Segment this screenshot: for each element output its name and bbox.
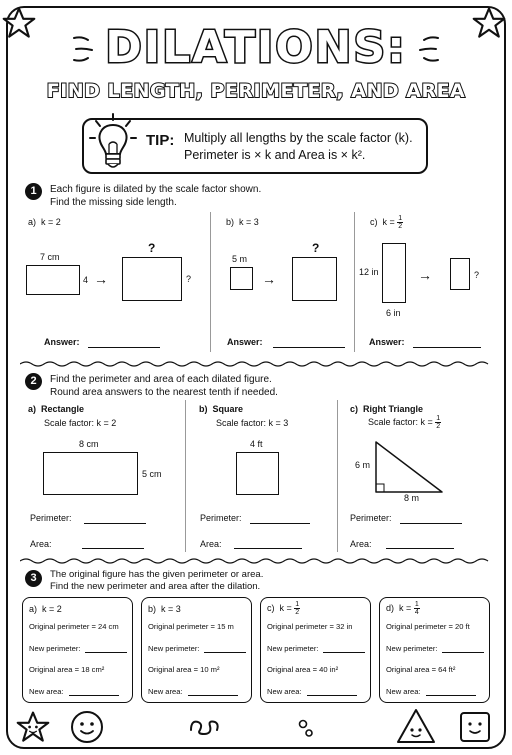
part-label: c) bbox=[370, 216, 378, 227]
perimeter-label: Perimeter: bbox=[30, 513, 72, 523]
fraction-numerator: 1 bbox=[436, 415, 441, 422]
rectangle-height-label: 5 cm bbox=[142, 469, 162, 479]
new-area-label: New area: bbox=[29, 687, 64, 696]
card-header bbox=[148, 604, 181, 614]
fraction-denominator: 2 bbox=[398, 223, 403, 230]
fraction-denominator: 2 bbox=[436, 423, 441, 430]
new-perimeter-line[interactable] bbox=[442, 652, 484, 653]
area-answer-line[interactable] bbox=[234, 548, 302, 549]
arrow-icon: → bbox=[94, 271, 108, 287]
figure-name: Right Triangle bbox=[363, 404, 424, 414]
scale-factor: k = 3 bbox=[239, 217, 259, 227]
part-label: c) bbox=[267, 602, 275, 613]
scale-factor: Scale factor: k = 3 bbox=[216, 418, 289, 428]
scale-factor: k = 3 bbox=[161, 604, 181, 614]
square-face-icon bbox=[458, 710, 492, 744]
answer-line[interactable] bbox=[88, 347, 160, 348]
section-1-instr-line: Find the missing side length. bbox=[50, 197, 177, 208]
scale-factor-prefix: Scale factor: k = bbox=[368, 416, 433, 427]
new-perimeter-label: New perimeter: bbox=[267, 644, 319, 653]
area-answer-line[interactable] bbox=[386, 548, 454, 549]
missing-width-mark: ? bbox=[148, 241, 156, 255]
original-square bbox=[230, 267, 253, 290]
answer-line[interactable] bbox=[413, 347, 481, 348]
area-label: Area: bbox=[350, 539, 372, 549]
section-3-number: 3 bbox=[25, 570, 42, 587]
tip-line-1: Multiply all lengths by the scale factor (k). bbox=[184, 131, 413, 145]
section-1-number: 1 bbox=[25, 183, 42, 200]
fraction-denominator: 2 bbox=[295, 609, 300, 616]
original-width-label: 6 in bbox=[386, 308, 401, 318]
section-divider bbox=[20, 557, 492, 565]
answer-label: Answer: bbox=[44, 337, 80, 347]
section-2-instr-line: Round area answers to the nearest tenth if needed. bbox=[50, 387, 278, 398]
triangle-height-label: 6 m bbox=[355, 460, 371, 470]
scale-factor bbox=[368, 415, 441, 430]
part-1c-header bbox=[370, 215, 403, 230]
column-divider bbox=[185, 400, 186, 552]
perimeter-label: Perimeter: bbox=[350, 513, 392, 523]
new-area-label: New area: bbox=[148, 687, 183, 696]
column-divider bbox=[337, 400, 338, 552]
new-area-label: New area: bbox=[386, 687, 421, 696]
new-perimeter-label: New perimeter: bbox=[386, 644, 438, 653]
answer-label: Answer: bbox=[227, 337, 263, 347]
original-area: Original area = 64 ft² bbox=[386, 665, 456, 674]
scale-factor-prefix: k = bbox=[399, 602, 412, 613]
section-1-instr-line: Each figure is dilated by the scale factor shown. bbox=[50, 184, 262, 195]
section-2-instructions bbox=[50, 373, 278, 399]
area-answer-line[interactable] bbox=[82, 548, 144, 549]
original-height-label: 12 in bbox=[359, 267, 379, 277]
part-label: b) bbox=[199, 404, 208, 414]
part-2a-header bbox=[28, 404, 84, 414]
rectangle-width-label: 8 cm bbox=[79, 439, 99, 449]
missing-side-mark: ? bbox=[474, 270, 480, 280]
bubbles-icon bbox=[298, 718, 314, 738]
section-3-instructions bbox=[50, 569, 263, 593]
triangle-base-label: 8 m bbox=[404, 493, 420, 503]
part-label: a) bbox=[29, 604, 38, 614]
section-1-instructions bbox=[50, 183, 261, 209]
fraction bbox=[397, 215, 403, 230]
perimeter-answer-line[interactable] bbox=[250, 523, 310, 524]
dilated-rectangle bbox=[450, 258, 470, 290]
original-width-label: 7 cm bbox=[40, 252, 60, 262]
right-triangle-figure bbox=[374, 440, 444, 494]
scale-factor: k = 2 bbox=[42, 604, 62, 614]
part-1b-header bbox=[226, 217, 259, 227]
part-label: b) bbox=[226, 217, 235, 227]
new-perimeter-label: New perimeter: bbox=[29, 644, 81, 653]
new-perimeter-line[interactable] bbox=[85, 652, 127, 653]
part-2b-header bbox=[199, 404, 243, 414]
scale-factor: k = 2 bbox=[41, 217, 61, 227]
section-2-number: 2 bbox=[25, 373, 42, 390]
original-perimeter: Original perimeter = 15 m bbox=[148, 622, 234, 631]
column-divider bbox=[354, 212, 355, 352]
new-area-line[interactable] bbox=[69, 695, 119, 696]
problem-card-d bbox=[379, 597, 490, 703]
arrow-icon: → bbox=[418, 267, 432, 283]
smiley-icon bbox=[70, 710, 104, 744]
section-3-instr-line: The original figure has the given perimeter or area. bbox=[50, 569, 264, 580]
perimeter-answer-line[interactable] bbox=[84, 523, 146, 524]
part-label: c) bbox=[350, 404, 359, 414]
perimeter-answer-line[interactable] bbox=[400, 523, 462, 524]
part-label: a) bbox=[28, 404, 37, 414]
scale-factor-prefix: k = bbox=[382, 216, 395, 227]
answer-line[interactable] bbox=[273, 347, 345, 348]
scale-factor-prefix: k = bbox=[279, 602, 292, 613]
part-label: a) bbox=[28, 217, 37, 227]
card-header bbox=[386, 601, 420, 616]
original-height-label: 4 bbox=[83, 275, 89, 285]
problem-card-b bbox=[141, 597, 252, 703]
part-label: b) bbox=[148, 604, 157, 614]
figure-name: Square bbox=[212, 404, 244, 414]
fraction bbox=[294, 601, 300, 616]
section-divider bbox=[20, 360, 492, 368]
square-figure bbox=[236, 452, 279, 495]
page-title: DILATIONS: bbox=[105, 22, 407, 73]
fraction bbox=[414, 601, 420, 616]
problem-card-c bbox=[260, 597, 371, 703]
card-header bbox=[267, 601, 300, 616]
original-area: Original area = 10 m² bbox=[148, 665, 220, 674]
fraction bbox=[435, 415, 441, 430]
column-divider bbox=[210, 212, 211, 352]
dilated-square bbox=[292, 257, 337, 301]
swirl-icon bbox=[188, 716, 220, 738]
tip-line-2: Perimeter is × k and Area is × k². bbox=[184, 148, 366, 162]
section-3-instr-line: Find the new perimeter and area after the dilation. bbox=[50, 581, 261, 592]
card-header bbox=[29, 604, 62, 614]
part-2c-header bbox=[350, 404, 423, 414]
section-2-instr-line: Find the perimeter and area of each dilated figure. bbox=[50, 374, 272, 385]
figure-name: Rectangle bbox=[41, 404, 85, 414]
part-label: d) bbox=[386, 602, 395, 613]
original-perimeter: Original perimeter = 24 cm bbox=[29, 622, 119, 631]
fraction-numerator: 1 bbox=[398, 215, 403, 222]
fraction-denominator: 4 bbox=[414, 609, 419, 616]
page-subtitle: FIND LENGTH, PERIMETER, AND AREA bbox=[46, 80, 466, 102]
original-area: Original area = 40 in² bbox=[267, 665, 339, 674]
new-perimeter-label: New perimeter: bbox=[148, 644, 200, 653]
perimeter-label: Perimeter: bbox=[200, 513, 242, 523]
fraction-numerator: 1 bbox=[414, 601, 419, 608]
new-area-label: New area: bbox=[267, 687, 302, 696]
square-side-label: 4 ft bbox=[250, 439, 263, 449]
fraction-numerator: 1 bbox=[295, 601, 300, 608]
original-area: Original area = 18 cm² bbox=[29, 665, 105, 674]
original-perimeter: Original perimeter = 32 in bbox=[267, 622, 353, 631]
new-area-line[interactable] bbox=[426, 695, 476, 696]
answer-label: Answer: bbox=[369, 337, 405, 347]
new-area-line[interactable] bbox=[307, 695, 357, 696]
new-perimeter-line[interactable] bbox=[323, 652, 365, 653]
arrow-icon: → bbox=[262, 271, 276, 287]
scale-factor: Scale factor: k = 2 bbox=[44, 418, 117, 428]
missing-side-mark: ? bbox=[312, 241, 320, 255]
tip-label: TIP: bbox=[146, 132, 175, 149]
dilated-rectangle bbox=[122, 257, 182, 301]
rectangle-figure bbox=[43, 452, 138, 495]
tip-text bbox=[184, 130, 413, 164]
original-rectangle bbox=[26, 265, 80, 295]
new-area-line[interactable] bbox=[188, 695, 238, 696]
area-label: Area: bbox=[200, 539, 222, 549]
original-perimeter: Original perimeter = 20 ft bbox=[386, 622, 470, 631]
star-icon bbox=[16, 710, 50, 744]
problem-card-a bbox=[22, 597, 133, 703]
part-1a-header bbox=[28, 217, 61, 227]
original-rectangle bbox=[382, 243, 406, 303]
area-label: Area: bbox=[30, 539, 52, 549]
lightbulb-icon bbox=[88, 112, 138, 176]
new-perimeter-line[interactable] bbox=[204, 652, 246, 653]
missing-height-mark: ? bbox=[186, 274, 192, 284]
triangle-face-icon bbox=[396, 708, 436, 744]
original-side-label: 5 m bbox=[232, 254, 248, 264]
